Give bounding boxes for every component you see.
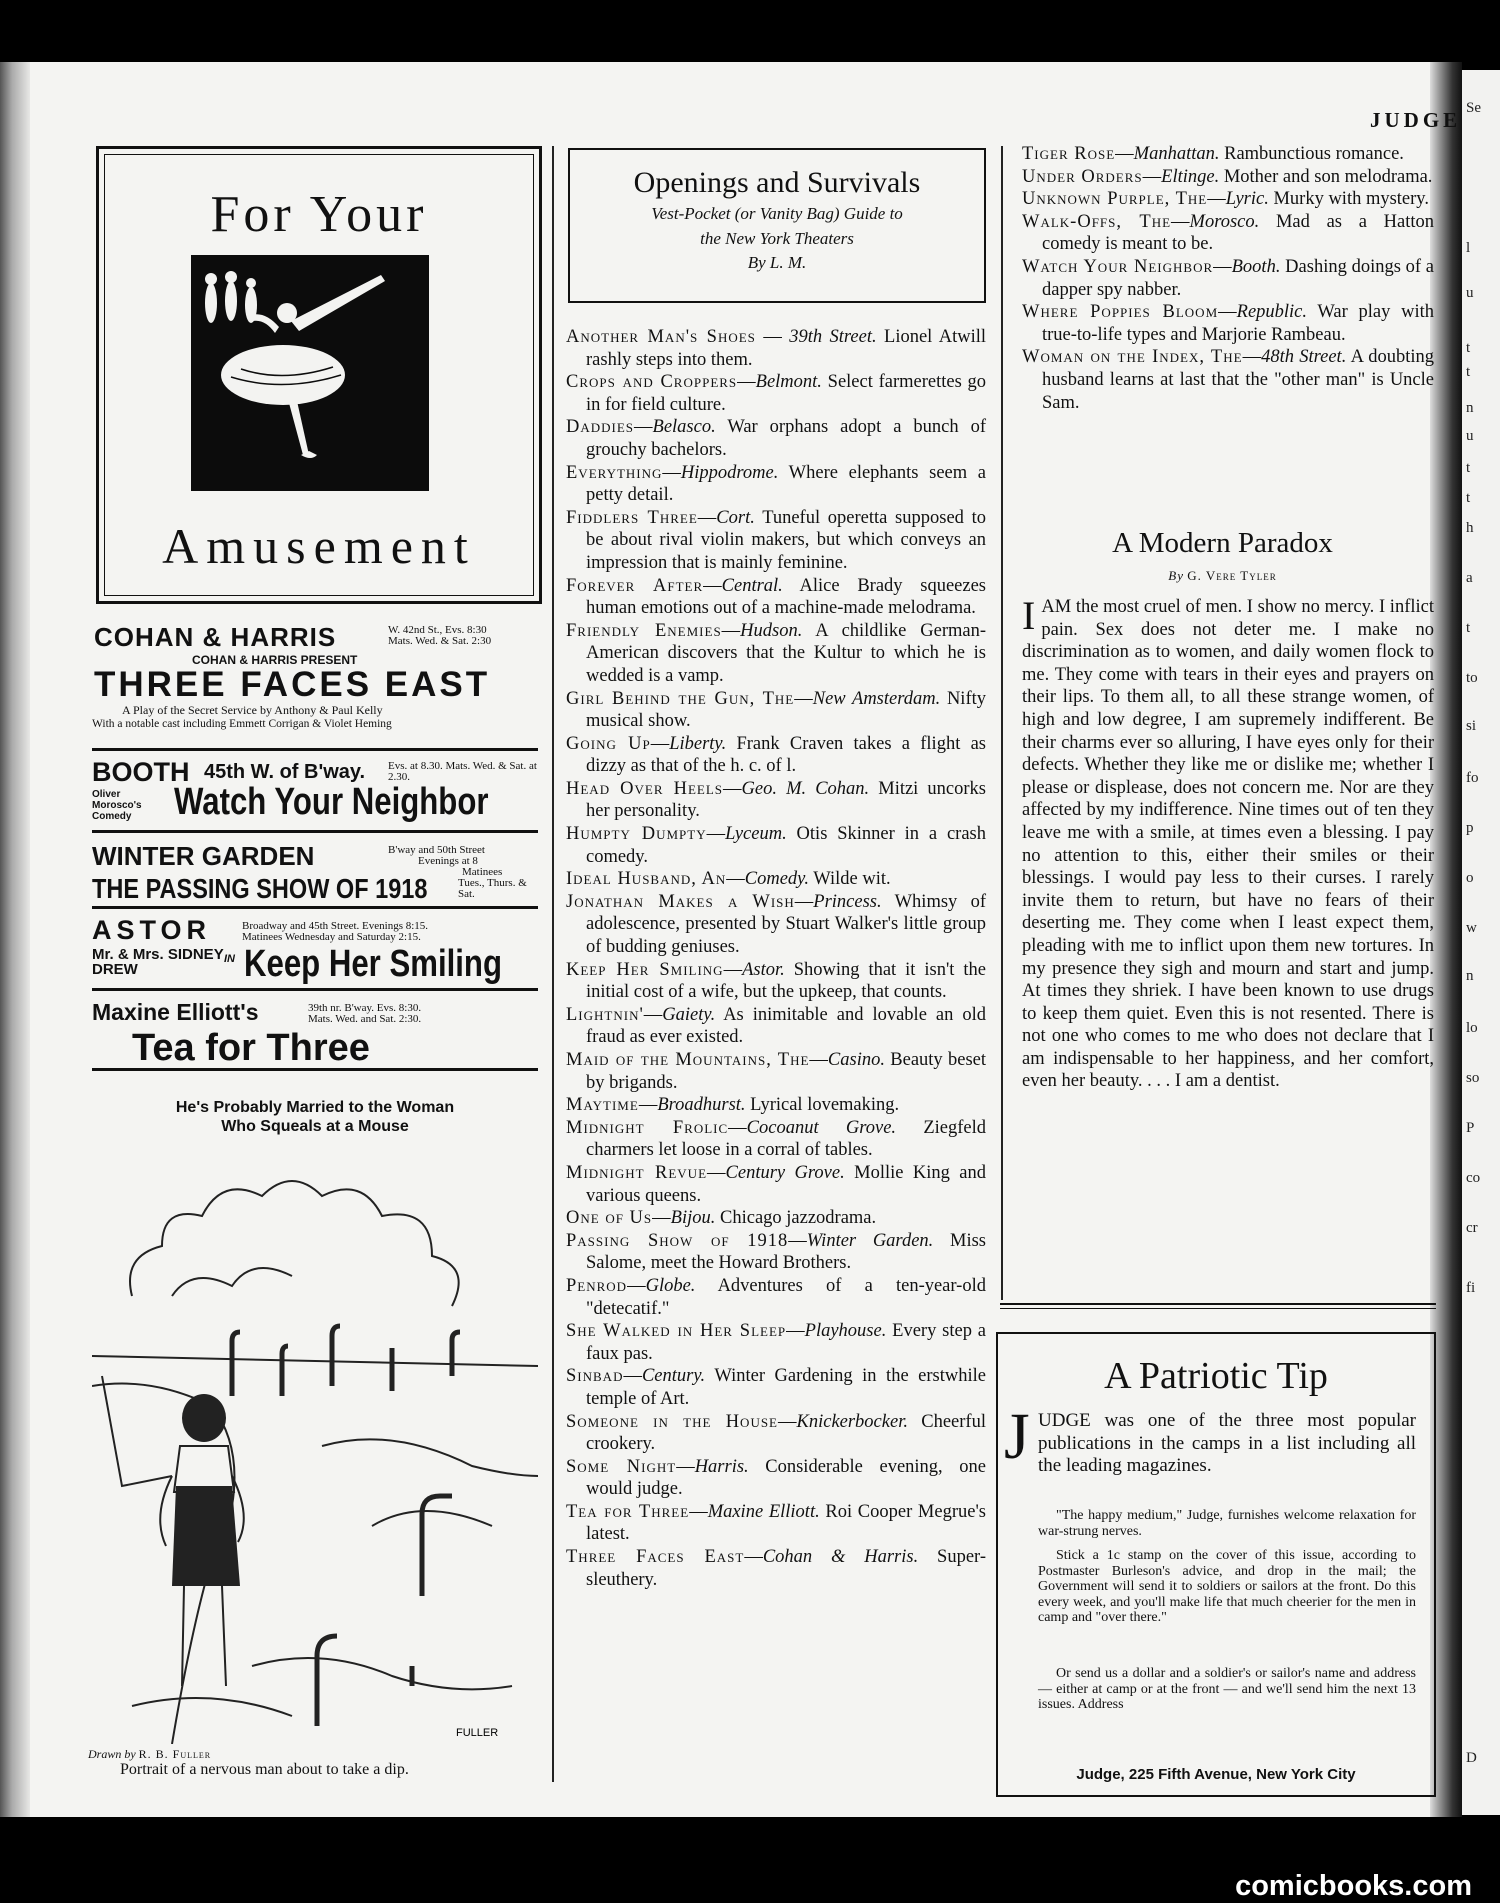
paradox-title: A Modern Paradox	[1112, 527, 1333, 559]
tip-title: A Patriotic Tip	[1104, 1355, 1328, 1397]
ad-in: IN	[224, 953, 235, 965]
ad-times: Mats. Wed. and Sat. 2:30.	[308, 1013, 422, 1025]
next-page-fragment: n	[1466, 400, 1474, 416]
drop-cap: I	[1022, 593, 1036, 638]
ad-details: W. 42nd St., Evs. 8:30	[388, 624, 487, 636]
ad-address: 45th W. of B'way.	[204, 761, 366, 783]
listing-entry	[566, 575, 986, 620]
separator: —	[689, 1501, 708, 1522]
theater-name: Princess.	[813, 891, 882, 912]
listing-entry	[566, 1117, 986, 1162]
ad-producer: Oliver Morosco's Comedy	[92, 789, 142, 822]
tip-lead-text: UDGE was one of the three most popular publications in the camps in a list including all the leading magazines.	[1038, 1410, 1416, 1477]
show-name: Three Faces East	[566, 1547, 745, 1568]
cartoon-illustration	[92, 1146, 538, 1744]
separator: —	[726, 869, 745, 890]
theater-name: Republic.	[1236, 302, 1308, 323]
ad-theater-name: BOOTH	[92, 757, 190, 787]
separator: —	[703, 575, 722, 596]
running-head: JUDGE	[1370, 108, 1462, 132]
column-rule	[552, 146, 554, 1782]
theater-name: Gaiety.	[662, 1004, 716, 1025]
listing-entry	[566, 1162, 986, 1207]
ad-description: With a notable cast including Emmett Corrigan & Violet Heming	[92, 718, 392, 730]
show-name: Watch Your Neighbor	[1022, 256, 1214, 277]
theater-name: Knickerbocker.	[796, 1411, 908, 1432]
listing-entry	[566, 620, 986, 688]
show-description: Nifty musical show.	[586, 688, 986, 732]
show-name: Going Up	[566, 733, 651, 754]
show-description: Chicago jazzodrama.	[715, 1208, 877, 1229]
theater-name: Astor.	[742, 959, 785, 980]
listing-entry	[566, 507, 986, 575]
theater-name: Cohan & Harris.	[762, 1547, 919, 1568]
theater-name: Lyric.	[1225, 189, 1269, 210]
ad-booth	[92, 748, 538, 838]
separator: —	[1213, 256, 1232, 277]
theater-name: Century Grove.	[725, 1162, 845, 1183]
listing-entry	[566, 1230, 986, 1275]
listing-entry	[566, 1094, 986, 1117]
separator: —	[744, 1547, 763, 1568]
patriotic-tip-box	[996, 1332, 1436, 1797]
listing-entry	[1022, 211, 1434, 256]
separator: —	[627, 1275, 646, 1296]
listing-entry	[566, 733, 986, 778]
theater-name: Broadhurst.	[657, 1095, 746, 1116]
paradox-body	[1022, 593, 1434, 1093]
show-name: Head Over Heels	[566, 778, 724, 799]
cartoon-title-line: Who Squeals at a Mouse	[221, 1118, 409, 1135]
separator: —	[662, 462, 681, 483]
listing-entry	[566, 1275, 986, 1320]
separator: —	[755, 327, 790, 347]
show-name: Midnight Frolic	[566, 1117, 729, 1138]
theater-name: Manhattan.	[1133, 144, 1220, 164]
listing-entry	[566, 326, 986, 371]
next-page-fragment: p	[1466, 820, 1474, 836]
next-page-fragment: t	[1466, 364, 1471, 380]
show-description: Where elephants seem a petty detail.	[586, 462, 986, 506]
separator: —	[706, 824, 726, 845]
listing-entry	[566, 1320, 986, 1365]
show-description: Mad as a Hatton comedy is meant to be.	[1042, 211, 1434, 255]
separator: —	[697, 507, 717, 528]
listing-entry	[566, 823, 986, 868]
theater-name: Belmont.	[755, 372, 822, 393]
theater-name: Booth.	[1231, 256, 1281, 277]
listing-entry	[566, 1049, 986, 1094]
separator: —	[623, 1366, 642, 1387]
show-description: Roi Cooper Megrue's latest.	[586, 1501, 986, 1545]
show-name: Unknown Purple, The	[1022, 189, 1208, 210]
ad-show-title: Watch Your Neighbor	[174, 781, 489, 823]
next-page-fragment: u	[1466, 285, 1474, 301]
separator: —	[1218, 302, 1237, 323]
listing-entry	[566, 462, 986, 507]
show-description: Super-sleuthery.	[586, 1547, 986, 1590]
show-description: Dashing doings of a dapper spy nabber.	[1042, 256, 1434, 300]
next-page-fragment: t	[1466, 490, 1471, 506]
ad-description: A Play of the Secret Service by Anthony & Paul Kelly	[122, 703, 383, 717]
listing-entry	[566, 778, 986, 823]
next-page-fragment: fo	[1466, 770, 1479, 786]
show-description: Lionel Atwill rashly steps into them.	[586, 327, 986, 370]
openings-subtitle: the New York Theaters	[700, 229, 854, 248]
show-name: Everything	[566, 462, 663, 483]
ad-times: Matinees Wednesday and Saturday 2:15.	[242, 931, 421, 943]
paradox-text: AM the most cruel of men. I show no mercy. I inflict pain. Sex does not deter me. I make no discrimination as to women, and daily women flock to me. They come with tears in their eyes and prayers on their lips. To them all, to all these strange women, of high and low degree, I am supremely indifferent. Be their charms ever so alluring, I have eyes only for their defects. Whether they like me or dislike me; whether I please or displease, does not concern me. Nor are they affected by my indifference. Nine times out of ten they leave me with a smile, at times even a blessing. I pay no attention to this, either their smiles or their blessings. I would pay less to their curses. I rarely invite them to return, but have no fears of their deserting me. They come when I least expect them, pleading with me to inflict upon them new tortures. In my presence they sigh and mourn and start and jump. At times they shriek. I have been known to use drugs to keep them quiet. Even this is not resented. There is not one who comes to me who does not declare that I am indispensable to her happiness, and her comfort, even her beauty. . . . I am a dentist.	[1022, 597, 1434, 1092]
next-page-fragment: P	[1466, 1120, 1475, 1136]
show-name: One of Us	[566, 1208, 653, 1229]
show-description: A childlike German-American discovers that the Kultur to which he is wedded is a vamp.	[586, 620, 986, 686]
theater-name: Hudson.	[740, 620, 803, 641]
next-page-fragment: h	[1466, 520, 1474, 536]
show-name: Passing Show of 1918	[566, 1230, 789, 1251]
show-name: Ideal Husband, An	[566, 869, 727, 890]
credit-prefix: Drawn by	[88, 1747, 136, 1761]
next-page-fragment: lo	[1466, 1020, 1478, 1036]
next-page-fragment: l	[1466, 240, 1471, 256]
show-name: Fiddlers Three	[566, 507, 698, 528]
listing-entry	[566, 959, 986, 1004]
listing-entry	[566, 1456, 986, 1501]
show-description: Murky with mystery.	[1268, 189, 1429, 210]
tip-paragraph: "The happy medium," Judge, furnishes welcome relaxation for war-strung nerves.	[1038, 1508, 1416, 1539]
ad-show-title: Keep Her Smiling	[244, 943, 503, 985]
theater-name: Harris.	[694, 1456, 749, 1477]
next-page-fragment: o	[1466, 870, 1474, 886]
separator: —	[652, 1208, 671, 1229]
ad-show-title: Tea for Three	[132, 1027, 370, 1069]
theater-name: Winter Garden.	[806, 1230, 934, 1251]
show-name: Midnight Revue	[566, 1162, 708, 1183]
show-description: Ziegfeld charmers let loose in a corral of tables.	[586, 1117, 986, 1161]
next-page-fragment: fi	[1466, 1280, 1476, 1296]
separator: —	[1115, 144, 1134, 164]
next-page-fragment: t	[1466, 340, 1471, 356]
ad-times: Evenings at 8	[418, 855, 478, 867]
next-page-fragment: cr	[1466, 1220, 1478, 1236]
separator: —	[723, 959, 743, 980]
separator: —	[676, 1456, 695, 1477]
separator: —	[1171, 211, 1190, 232]
separator: —	[1242, 347, 1262, 368]
listing-entry	[566, 1501, 986, 1546]
cartoon-caption: Portrait of a nervous man about to take a dip.	[120, 1761, 409, 1778]
openings-subtitle: Vest-Pocket (or Vanity Bag) Guide to	[651, 204, 903, 223]
listing-entry	[1022, 301, 1434, 346]
show-name: Another Man's Shoes	[566, 327, 756, 347]
separator: —	[650, 733, 670, 754]
separator: —	[737, 372, 756, 393]
show-name: Maytime	[566, 1095, 639, 1116]
listing-entry	[566, 371, 986, 416]
show-name: Daddies	[566, 417, 635, 438]
listing-entry	[1022, 346, 1434, 414]
show-description: Tuneful operetta supposed to be about rival violin makers, but which conveys an impression that is mainly feminine.	[586, 507, 986, 573]
next-page-fragment: si	[1466, 718, 1477, 734]
cartoon-title	[92, 1098, 538, 1136]
site-watermark: comicbooks.com	[1235, 1870, 1472, 1902]
separator: —	[794, 891, 814, 912]
ad-theater-name: Maxine Elliott's	[92, 999, 259, 1025]
ad-stars: Mr. & Mrs. SIDNEY DREW	[92, 946, 224, 978]
separator: —	[794, 688, 813, 709]
listing-entry	[1022, 188, 1434, 211]
separator: —	[786, 1321, 805, 1342]
ad-times: Tues., Thurs. & Sat.	[458, 877, 527, 900]
show-name: Tiger Rose	[1022, 144, 1116, 164]
show-name: She Walked in Her Sleep	[566, 1321, 787, 1342]
ad-times: Evs. at 8.30. Mats. Wed. & Sat. at 2.30.	[388, 760, 537, 783]
show-description: Cheerful crookery.	[586, 1411, 986, 1455]
show-description: Showing that it isn't the initial cost of a wife, but the upkeep, that counts.	[586, 959, 986, 1003]
ad-show-title: THE PASSING SHOW OF 1918	[92, 873, 428, 904]
separator: —	[723, 778, 742, 799]
show-description: War play with true-to-life types and Marjorie Rambeau.	[1042, 302, 1435, 345]
ad-astor	[92, 906, 538, 996]
theater-name: Globe.	[645, 1275, 696, 1296]
show-name: Humpty Dumpty	[566, 824, 707, 845]
show-name: Crops and Croppers	[566, 372, 738, 393]
theater-name: Bijou.	[670, 1208, 716, 1229]
show-description: Winter Gardening in the erstwhile temple of Art.	[586, 1366, 986, 1409]
ad-address: B'way and 50th Street	[388, 844, 485, 856]
credit-name: R. B. Fuller	[138, 1747, 212, 1761]
separator: —	[707, 1162, 726, 1183]
show-description: Considerable evening, one would judge.	[586, 1456, 986, 1500]
tip-address: Judge, 225 Fifth Avenue, New York City	[1076, 1766, 1356, 1783]
show-description: Whimsy of adolescence, presented by Stuart Walker's little group of budding geniuses.	[586, 891, 986, 958]
next-page-fragment: a	[1466, 570, 1473, 586]
ad-theater-name: COHAN & HARRIS	[94, 622, 337, 652]
show-name: Under Orders	[1022, 166, 1143, 187]
listing-entry	[1022, 166, 1434, 189]
ballerina-illustration	[191, 255, 429, 491]
cartoon-credit	[88, 1747, 211, 1762]
show-name: Penrod	[566, 1275, 628, 1296]
show-name: Tea for Three	[566, 1501, 690, 1522]
listing-entry	[566, 1365, 986, 1410]
theater-name: New Amsterdam.	[812, 688, 941, 709]
show-description: A doubting husband learns at last that the "other man" is Uncle Sam.	[1042, 347, 1434, 413]
separator: —	[643, 1004, 663, 1025]
show-description: Mollie King and various queens.	[586, 1162, 986, 1206]
theater-name: Cocoanut Grove.	[746, 1117, 897, 1138]
show-name: Some Night	[566, 1456, 677, 1477]
amusement-heading-top: For Your	[210, 186, 428, 243]
show-description: Beauty beset by brigands.	[586, 1050, 986, 1093]
listing-entry	[566, 688, 986, 733]
ad-times: Broadway and 45th Street. Evenings 8:15.	[242, 920, 429, 932]
listing-entry	[1022, 143, 1434, 166]
theater-name: Morosco.	[1189, 211, 1260, 232]
listing-entry	[1022, 256, 1434, 301]
next-page-edge	[1462, 70, 1500, 1815]
next-page-fragment: w	[1466, 920, 1477, 936]
ad-times: Matinees	[462, 866, 503, 878]
show-description: Alice Brady squeezes human emotions out of a machine-made melodrama.	[586, 575, 987, 619]
theater-name: Comedy.	[744, 869, 809, 890]
show-description: Wilde wit.	[808, 869, 891, 890]
show-name: Someone in the House	[566, 1411, 778, 1432]
separator: —	[788, 1230, 807, 1251]
show-name: Forever After	[566, 575, 704, 596]
next-page-fragment: Se	[1466, 100, 1481, 116]
separator: —	[728, 1117, 747, 1138]
show-name: Woman on the Index, The	[1022, 347, 1243, 368]
show-description: Adventures of a ten-year-old "detecatif."	[586, 1275, 986, 1319]
separator: —	[638, 1095, 658, 1116]
show-description: As inimitable and lovable an old fraud as ever existed.	[586, 1004, 986, 1048]
next-page-fragment: so	[1466, 1070, 1480, 1086]
listing-entry	[566, 1207, 986, 1230]
theater-name: Casino.	[827, 1050, 885, 1070]
theater-name: Maxine Elliott.	[707, 1501, 820, 1522]
show-name: Friendly Enemies	[566, 620, 722, 641]
theater-name: Belasco.	[652, 417, 716, 438]
show-name: Keep Her Smiling	[566, 959, 724, 980]
byline-prefix: By	[1168, 568, 1184, 583]
ad-cohan-harris	[92, 615, 538, 743]
show-description: Select farmerettes go in for field culture.	[586, 372, 986, 415]
column-rule	[1001, 146, 1003, 1300]
tip-paragraph: Stick a 1c stamp on the cover of this issue, according to Postmaster Burleson's advice, and drop in the mail; the Government will send it to soldiers or sailors at the front. Do this every week, and you'll make life that much cheerier for the men in camp and "over there."	[1038, 1548, 1416, 1626]
theater-name: Eltinge.	[1161, 166, 1220, 187]
ad-maxine-elliott	[92, 988, 538, 1071]
next-page-fragment: D	[1466, 1750, 1477, 1766]
show-name: Lightnin'	[566, 1004, 644, 1025]
theater-listing	[566, 326, 986, 1591]
section-rule	[1000, 1303, 1436, 1309]
show-description: War orphans adopt a bunch of grouchy bachelors.	[586, 417, 986, 460]
separator: —	[1207, 189, 1226, 210]
listing-entry	[566, 1546, 986, 1591]
theater-name: Lyceum.	[725, 824, 787, 845]
next-page-fragment: u	[1466, 428, 1474, 444]
byline-author: G. Vere Tyler	[1187, 568, 1277, 583]
tip-paragraph: Or send us a dollar and a soldier's or sailor's name and address — either at camp or at the front — and we'll send him the next 13 issues. Address	[1038, 1666, 1416, 1713]
theater-listing-continued	[1022, 143, 1434, 414]
show-name: Sinbad	[566, 1366, 624, 1387]
show-description: Miss Salome, meet the Howard Brothers.	[586, 1230, 986, 1274]
theater-name: Central.	[721, 575, 783, 596]
separator: —	[809, 1050, 828, 1070]
ad-times: 39th nr. B'way. Evs. 8:30.	[308, 1002, 422, 1014]
show-name: Maid of the Mountains, The	[566, 1050, 810, 1070]
show-description: Mother and son melodrama.	[1219, 166, 1433, 187]
drop-cap: J	[1004, 1400, 1030, 1473]
show-name: Jonathan Makes a Wish	[566, 891, 795, 912]
theater-name: Liberty.	[669, 733, 727, 754]
amusement-heading-bottom: Amusement	[162, 518, 476, 574]
show-description: Otis Skinner in a crash comedy.	[586, 824, 986, 867]
next-page-fragment: to	[1466, 670, 1478, 686]
openings-title: Openings and Survivals	[633, 166, 921, 199]
show-description: Every step a faux pas.	[586, 1321, 986, 1364]
show-description: Frank Craven takes a flight as dizzy as that of the h. c. of l.	[586, 733, 986, 777]
amusement-box	[96, 146, 542, 604]
theater-name: Geo. M. Cohan.	[741, 778, 870, 799]
theater-name: Century.	[641, 1366, 706, 1387]
listing-entry	[566, 1411, 986, 1456]
listing-entry	[566, 868, 986, 891]
listing-entry	[566, 1004, 986, 1049]
show-description: Mitzi uncorks her personality.	[586, 778, 986, 822]
separator: —	[778, 1411, 797, 1432]
openings-header-box	[568, 148, 986, 303]
ad-theater-name: ASTOR	[92, 915, 212, 945]
next-page-fragment: t	[1466, 460, 1471, 476]
show-name: Where Poppies Bloom	[1022, 302, 1219, 323]
listing-entry	[566, 891, 986, 959]
theater-name: Hippodrome.	[680, 462, 779, 483]
show-description: Lyrical lovemaking.	[745, 1095, 900, 1116]
next-page-fragment: t	[1466, 620, 1471, 636]
theater-name: 39th Street.	[789, 327, 877, 347]
show-name: Walk-Offs, The	[1022, 211, 1172, 232]
listing-entry	[566, 416, 986, 461]
ad-show-title: THREE FACES EAST	[94, 665, 491, 704]
next-page-fragment: n	[1466, 968, 1474, 984]
separator: —	[721, 620, 741, 641]
theater-name: Playhouse.	[804, 1321, 887, 1342]
ad-presents: COHAN & HARRIS PRESENT	[192, 653, 358, 667]
openings-byline: By L. M.	[747, 253, 807, 272]
separator: —	[1142, 166, 1162, 187]
theater-name: Cort.	[716, 507, 755, 528]
theater-name: 48th Street.	[1261, 347, 1347, 368]
paradox-byline	[1000, 568, 1445, 584]
show-name: Girl Behind the Gun, The	[566, 688, 795, 709]
next-page-fragment: co	[1466, 1170, 1481, 1186]
cartoon-signature: FULLER	[456, 1727, 499, 1739]
show-description: Rambunctious romance.	[1219, 144, 1404, 164]
tip-lead	[1004, 1400, 1416, 1478]
separator: —	[634, 417, 653, 438]
ad-theater-name: WINTER GARDEN	[92, 841, 315, 871]
ad-details: Mats. Wed. & Sat. 2:30	[388, 635, 492, 647]
cartoon-title-line: He's Probably Married to the Woman	[175, 1099, 455, 1116]
